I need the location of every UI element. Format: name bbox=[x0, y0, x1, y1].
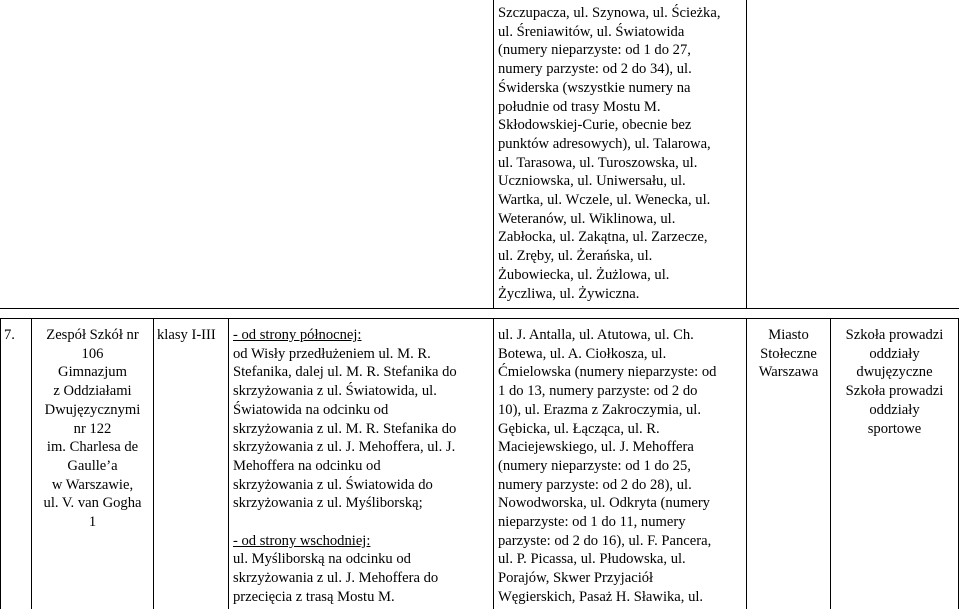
street-line: Maciejewskiego, ul. J. Mehoffera bbox=[498, 439, 694, 456]
boundary-line: Stefanika, dalej ul. M. R. Stefanika do bbox=[233, 364, 457, 381]
boundary-line: ul. Myśliborską na odcinku od bbox=[233, 551, 411, 568]
street-line: nieparzyste: od 1 do 11, numery bbox=[498, 514, 686, 531]
address-line: Świderska (wszystkie numery na bbox=[498, 79, 691, 96]
address-line: Życzliwa, ul. Żywiczna. bbox=[498, 285, 640, 302]
address-line: numery parzyste: od 2 do 34), ul. bbox=[498, 61, 692, 78]
boundary-line: Światowida na odcinku od bbox=[233, 401, 389, 418]
school-line: 1 bbox=[88, 514, 97, 531]
east-heading: - od strony wschodniej: bbox=[233, 532, 371, 549]
row-number bbox=[4, 326, 15, 345]
address-line: ul. Tarasowa, ul. Turoszowska, ul. bbox=[498, 154, 698, 171]
type-line: Szkoła prowadzi bbox=[845, 383, 944, 400]
boundary-line: skrzyżowania z ul. M. R. Stefanika do bbox=[233, 420, 457, 437]
street-line: Gębicka, ul. Łącząca, ul. R. bbox=[498, 420, 660, 437]
grid-line bbox=[493, 0, 494, 308]
address-line: południe od trasy Mostu M. bbox=[498, 98, 661, 115]
school-line: Zespół Szkół nr bbox=[46, 327, 139, 343]
address-line: Skłodowskiej-Curie, obecnie bez bbox=[498, 117, 692, 134]
school-line: ul. V. van Gogha bbox=[43, 495, 142, 512]
type-line: Szkoła prowadzi bbox=[845, 327, 944, 343]
school-type-cell bbox=[831, 326, 958, 438]
boundary-line: skrzyżowania z ul. J. Mehoffera do bbox=[233, 570, 439, 587]
street-line: parzyste: od 2 do 16), ul. F. Pancera, bbox=[498, 532, 712, 549]
boundary-line: skrzyżowania z ul. J. Mehoffera, ul. J. bbox=[233, 439, 456, 456]
school-line: Dwujęzycznymi bbox=[44, 401, 141, 418]
authority-line: Miasto bbox=[768, 327, 809, 343]
address-line: Zabłocka, ul. Zakątna, ul. Zarzecze, bbox=[498, 229, 708, 246]
street-line: Węgierskich, Pasaż H. Sławika, ul. bbox=[498, 588, 704, 605]
north-heading: - od strony północnej: bbox=[233, 327, 362, 343]
type-line: oddziały bbox=[869, 401, 920, 418]
address-line: ul. Zręby, ul. Żerańska, ul. bbox=[498, 248, 653, 265]
address-line: (numery nieparzyste: od 1 do 27, bbox=[498, 42, 691, 59]
street-line: 1 do 13, numery parzyste: od 2 do bbox=[498, 383, 698, 400]
streets-cell bbox=[498, 326, 744, 607]
classes-text: klasy I-III bbox=[157, 327, 216, 343]
street-line: (numery nieparzyste: od 1 do 25, bbox=[498, 457, 691, 474]
school-line: w Warszawie, bbox=[51, 476, 134, 493]
address-line: Szczupacza, ul. Szynowa, ul. Ścieżka, bbox=[498, 5, 721, 21]
address-line: Wartka, ul. Wczele, ul. Wenecka, ul. bbox=[498, 192, 711, 209]
boundary-line: Mehoffera na odcinku od bbox=[233, 457, 381, 474]
top-addresses-cell bbox=[498, 4, 744, 303]
school-line: Gaulle’a bbox=[67, 457, 118, 474]
address-line: Żubowiecka, ul. Żużlowa, ul. bbox=[498, 266, 670, 283]
school-line: 106 bbox=[81, 345, 104, 362]
street-line: 10), ul. Erazma z Zakroczymia, ul. bbox=[498, 401, 702, 418]
street-line: ul. J. Antalla, ul. Atutowa, ul. Ch. bbox=[498, 327, 694, 343]
type-line: dwujęzyczne bbox=[856, 364, 933, 381]
boundary-line: przecięcia z trasą Mostu M. bbox=[233, 588, 395, 605]
address-line: ul. Śreniawitów, ul. Światowida bbox=[498, 23, 685, 40]
type-line: sportowe bbox=[867, 420, 922, 437]
street-line: Ćmielowska (numery nieparzyste: od bbox=[498, 364, 717, 381]
authority-line: Warszawa bbox=[758, 364, 819, 381]
authority-cell bbox=[747, 326, 830, 382]
address-line: Weteranów, ul. Wiklinowa, ul. bbox=[498, 210, 676, 227]
street-line: Botewa, ul. A. Ciołkosza, ul. bbox=[498, 345, 667, 362]
boundary-line: skrzyżowania z ul. Myśliborską; bbox=[233, 495, 423, 512]
boundary-line: skrzyżowania z ul. Światowida do bbox=[233, 476, 433, 493]
school-name-cell bbox=[32, 326, 153, 532]
boundary-cell bbox=[233, 326, 491, 607]
grid-line bbox=[0, 318, 1, 609]
grid-line bbox=[0, 318, 959, 319]
school-line: nr 122 bbox=[73, 420, 112, 437]
street-line: ul. P. Picassa, ul. Płudowska, ul. bbox=[498, 551, 686, 568]
grid-line bbox=[493, 318, 494, 609]
row-number-text: 7. bbox=[4, 327, 15, 343]
classes-cell bbox=[157, 326, 227, 345]
grid-line bbox=[228, 318, 229, 609]
boundary-line: skrzyżowania z ul. Światowida, ul. bbox=[233, 383, 437, 400]
street-line: numery parzyste: od 2 do 28), ul. bbox=[498, 476, 692, 493]
boundary-line: od Wisły przedłużeniem ul. M. R. bbox=[233, 345, 431, 362]
school-line: Gimnazjum bbox=[58, 364, 127, 381]
street-line: Nowodworska, ul. Odkryta (numery bbox=[498, 495, 710, 512]
address-line: Uczniowska, ul. Uniwersału, ul. bbox=[498, 173, 686, 190]
grid-line bbox=[0, 308, 959, 309]
spacer bbox=[233, 513, 491, 532]
street-line: Porajów, Skwer Przyjaciół bbox=[498, 570, 654, 587]
type-line: oddziały bbox=[869, 345, 920, 362]
authority-line: Stołeczne bbox=[760, 345, 817, 362]
school-line: im. Charlesa de bbox=[46, 439, 139, 456]
address-line: punktów adresowych), ul. Talarowa, bbox=[498, 135, 711, 152]
grid-line bbox=[746, 0, 747, 308]
grid-line bbox=[153, 318, 154, 609]
school-line: z Oddziałami bbox=[53, 383, 132, 400]
